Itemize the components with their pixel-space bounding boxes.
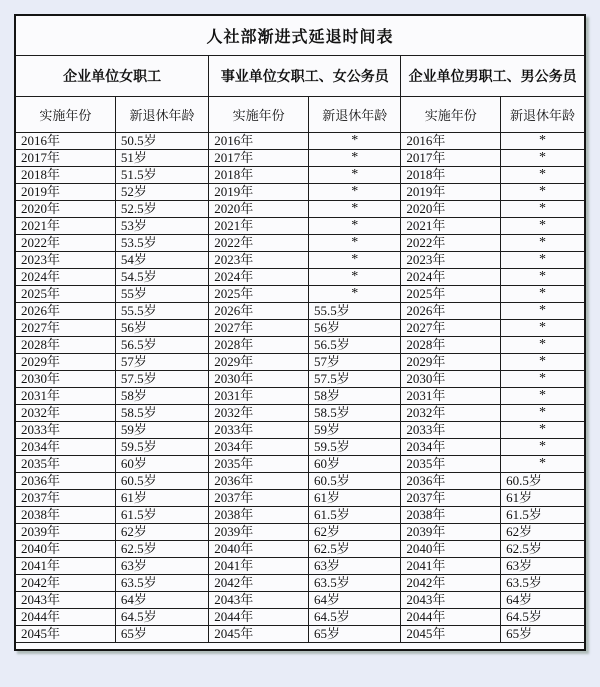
- retirement-age-cell: 62岁: [309, 523, 401, 540]
- implementation-year-cell: 2032年: [15, 404, 115, 421]
- implementation-year-cell: 2037年: [401, 489, 501, 506]
- implementation-year-cell: 2039年: [401, 523, 501, 540]
- implementation-year-cell: 2033年: [401, 421, 501, 438]
- implementation-year-cell: 2043年: [401, 591, 501, 608]
- retirement-age-cell: *: [501, 319, 585, 336]
- table-row: [15, 370, 585, 387]
- retirement-age-cell: 64.5岁: [309, 608, 401, 625]
- implementation-year-cell: 2026年: [209, 302, 309, 319]
- retirement-age-cell: 65岁: [501, 625, 585, 642]
- retirement-schedule-table: [14, 14, 586, 651]
- retirement-age-cell: *: [309, 166, 401, 183]
- implementation-year-cell: 2026年: [401, 302, 501, 319]
- retirement-age-cell: *: [501, 183, 585, 200]
- table-body: [15, 132, 585, 650]
- implementation-year-cell: 2023年: [209, 251, 309, 268]
- implementation-year-cell: 2025年: [15, 285, 115, 302]
- table-row: [15, 489, 585, 506]
- retirement-age-cell: *: [501, 285, 585, 302]
- implementation-year-cell: 2027年: [15, 319, 115, 336]
- implementation-year-cell: 2036年: [401, 472, 501, 489]
- implementation-year-cell: 2028年: [209, 336, 309, 353]
- implementation-year-cell: 2020年: [15, 200, 115, 217]
- retirement-age-cell: 59岁: [115, 421, 208, 438]
- retirement-age-cell: *: [501, 251, 585, 268]
- implementation-year-cell: 2031年: [15, 387, 115, 404]
- retirement-age-cell: 57岁: [309, 353, 401, 370]
- implementation-year-cell: 2044年: [209, 608, 309, 625]
- retirement-age-cell: 61.5岁: [309, 506, 401, 523]
- implementation-year-cell: 2034年: [209, 438, 309, 455]
- table-row: [15, 319, 585, 336]
- implementation-year-cell: 2017年: [15, 149, 115, 166]
- implementation-year-cell: 2032年: [401, 404, 501, 421]
- implementation-year-cell: 2038年: [209, 506, 309, 523]
- implementation-year-cell: 2031年: [401, 387, 501, 404]
- retirement-age-cell: 64岁: [115, 591, 208, 608]
- table-row: [15, 302, 585, 319]
- implementation-year-cell: 2028年: [15, 336, 115, 353]
- retirement-age-cell: *: [309, 251, 401, 268]
- retirement-age-cell: 57岁: [115, 353, 208, 370]
- table-row: [15, 132, 585, 149]
- retirement-age-cell: 61岁: [115, 489, 208, 506]
- table-row: [15, 353, 585, 370]
- implementation-year-cell: 2031年: [209, 387, 309, 404]
- retirement-age-cell: 56岁: [115, 319, 208, 336]
- retirement-age-cell: 62岁: [501, 523, 585, 540]
- implementation-year-cell: 2043年: [15, 591, 115, 608]
- retirement-age-cell: *: [501, 268, 585, 285]
- retirement-age-cell: 59.5岁: [309, 438, 401, 455]
- implementation-year-cell: 2018年: [15, 166, 115, 183]
- table-row: [15, 387, 585, 404]
- table-row: [15, 421, 585, 438]
- table-row: [15, 166, 585, 183]
- table-row: [15, 608, 585, 625]
- table-row: [15, 404, 585, 421]
- implementation-year-cell: 2038年: [401, 506, 501, 523]
- retirement-age-cell: *: [309, 200, 401, 217]
- retirement-age-cell: 63.5岁: [309, 574, 401, 591]
- implementation-year-cell: 2042年: [401, 574, 501, 591]
- retirement-age-cell: 56岁: [309, 319, 401, 336]
- implementation-year-cell: 2023年: [15, 251, 115, 268]
- implementation-year-cell: 2045年: [401, 625, 501, 642]
- retirement-age-cell: *: [501, 336, 585, 353]
- footer-spacer-cell: [15, 642, 585, 650]
- implementation-year-cell: 2036年: [15, 472, 115, 489]
- implementation-year-cell: 2035年: [401, 455, 501, 472]
- implementation-year-cell: 2034年: [401, 438, 501, 455]
- implementation-year-cell: 2035年: [15, 455, 115, 472]
- retirement-age-cell: 54.5岁: [115, 268, 208, 285]
- retirement-age-cell: 63岁: [501, 557, 585, 574]
- table-row: [15, 625, 585, 642]
- subheader-implementation-year: 实施年份: [15, 96, 115, 132]
- implementation-year-cell: 2021年: [401, 217, 501, 234]
- retirement-age-cell: *: [501, 200, 585, 217]
- retirement-age-cell: *: [501, 132, 585, 149]
- retirement-age-cell: 61岁: [309, 489, 401, 506]
- retirement-age-cell: *: [309, 149, 401, 166]
- implementation-year-cell: 2019年: [209, 183, 309, 200]
- retirement-age-cell: 65岁: [115, 625, 208, 642]
- retirement-age-cell: 59岁: [309, 421, 401, 438]
- implementation-year-cell: 2020年: [209, 200, 309, 217]
- retirement-age-cell: 62.5岁: [309, 540, 401, 557]
- footer-spacer-row: [15, 642, 585, 650]
- retirement-age-cell: *: [501, 370, 585, 387]
- implementation-year-cell: 2022年: [401, 234, 501, 251]
- implementation-year-cell: 2029年: [401, 353, 501, 370]
- retirement-age-cell: *: [501, 353, 585, 370]
- retirement-age-cell: *: [501, 421, 585, 438]
- implementation-year-cell: 2033年: [209, 421, 309, 438]
- retirement-age-cell: 64.5岁: [115, 608, 208, 625]
- retirement-age-cell: *: [309, 132, 401, 149]
- subheader-row: [15, 96, 585, 132]
- implementation-year-cell: 2040年: [15, 540, 115, 557]
- retirement-age-cell: 57.5岁: [309, 370, 401, 387]
- implementation-year-cell: 2040年: [401, 540, 501, 557]
- implementation-year-cell: 2030年: [15, 370, 115, 387]
- implementation-year-cell: 2026年: [15, 302, 115, 319]
- retirement-age-cell: 60.5岁: [115, 472, 208, 489]
- title-row: [15, 15, 585, 55]
- retirement-age-cell: 58.5岁: [309, 404, 401, 421]
- implementation-year-cell: 2023年: [401, 251, 501, 268]
- table-title: 人社部渐进式延退时间表: [15, 15, 585, 55]
- retirement-age-cell: 56.5岁: [115, 336, 208, 353]
- group-header-enterprise-male: 企业单位男职工、男公务员: [401, 55, 585, 96]
- retirement-age-cell: 60.5岁: [309, 472, 401, 489]
- retirement-age-cell: 55.5岁: [115, 302, 208, 319]
- implementation-year-cell: 2041年: [401, 557, 501, 574]
- implementation-year-cell: 2018年: [209, 166, 309, 183]
- retirement-age-cell: 55岁: [115, 285, 208, 302]
- subheader-new-retirement-age: 新退休年龄: [501, 96, 585, 132]
- retirement-age-cell: *: [501, 149, 585, 166]
- retirement-age-cell: 62.5岁: [501, 540, 585, 557]
- table-row: [15, 557, 585, 574]
- retirement-age-cell: 52.5岁: [115, 200, 208, 217]
- retirement-age-cell: 63岁: [309, 557, 401, 574]
- retirement-age-cell: 58岁: [115, 387, 208, 404]
- retirement-age-cell: 53岁: [115, 217, 208, 234]
- table-row: [15, 438, 585, 455]
- retirement-age-cell: 59.5岁: [115, 438, 208, 455]
- implementation-year-cell: 2025年: [401, 285, 501, 302]
- implementation-year-cell: 2020年: [401, 200, 501, 217]
- implementation-year-cell: 2016年: [401, 132, 501, 149]
- implementation-year-cell: 2030年: [401, 370, 501, 387]
- implementation-year-cell: 2033年: [15, 421, 115, 438]
- implementation-year-cell: 2021年: [209, 217, 309, 234]
- implementation-year-cell: 2035年: [209, 455, 309, 472]
- implementation-year-cell: 2036年: [209, 472, 309, 489]
- implementation-year-cell: 2018年: [401, 166, 501, 183]
- retirement-age-cell: *: [501, 438, 585, 455]
- implementation-year-cell: 2029年: [209, 353, 309, 370]
- implementation-year-cell: 2032年: [209, 404, 309, 421]
- implementation-year-cell: 2016年: [209, 132, 309, 149]
- retirement-age-cell: 62.5岁: [115, 540, 208, 557]
- implementation-year-cell: 2030年: [209, 370, 309, 387]
- table-row: [15, 455, 585, 472]
- implementation-year-cell: 2022年: [15, 234, 115, 251]
- table-row: [15, 472, 585, 489]
- retirement-age-cell: 60岁: [309, 455, 401, 472]
- retirement-age-cell: 55.5岁: [309, 302, 401, 319]
- table-row: [15, 540, 585, 557]
- retirement-age-cell: 61.5岁: [115, 506, 208, 523]
- retirement-age-cell: *: [501, 455, 585, 472]
- table-row: [15, 149, 585, 166]
- implementation-year-cell: 2024年: [401, 268, 501, 285]
- retirement-age-cell: 57.5岁: [115, 370, 208, 387]
- retirement-age-cell: 61.5岁: [501, 506, 585, 523]
- table-row: [15, 183, 585, 200]
- retirement-age-cell: 54岁: [115, 251, 208, 268]
- table-row: [15, 336, 585, 353]
- retirement-age-cell: 52岁: [115, 183, 208, 200]
- retirement-age-cell: 64岁: [309, 591, 401, 608]
- retirement-age-cell: 63.5岁: [115, 574, 208, 591]
- retirement-age-cell: 58.5岁: [115, 404, 208, 421]
- implementation-year-cell: 2043年: [209, 591, 309, 608]
- retirement-age-cell: 65岁: [309, 625, 401, 642]
- retirement-age-cell: *: [501, 404, 585, 421]
- retirement-age-cell: 56.5岁: [309, 336, 401, 353]
- retirement-age-cell: 50.5岁: [115, 132, 208, 149]
- implementation-year-cell: 2021年: [15, 217, 115, 234]
- implementation-year-cell: 2019年: [401, 183, 501, 200]
- implementation-year-cell: 2041年: [15, 557, 115, 574]
- implementation-year-cell: 2039年: [15, 523, 115, 540]
- retirement-age-cell: *: [309, 183, 401, 200]
- implementation-year-cell: 2038年: [15, 506, 115, 523]
- implementation-year-cell: 2022年: [209, 234, 309, 251]
- retirement-age-cell: 51.5岁: [115, 166, 208, 183]
- implementation-year-cell: 2017年: [209, 149, 309, 166]
- retirement-age-cell: 60.5岁: [501, 472, 585, 489]
- retirement-age-cell: 63.5岁: [501, 574, 585, 591]
- implementation-year-cell: 2017年: [401, 149, 501, 166]
- retirement-age-cell: 63岁: [115, 557, 208, 574]
- implementation-year-cell: 2027年: [401, 319, 501, 336]
- table-row: [15, 506, 585, 523]
- retirement-age-cell: 64岁: [501, 591, 585, 608]
- table-row: [15, 591, 585, 608]
- implementation-year-cell: 2040年: [209, 540, 309, 557]
- retirement-age-cell: *: [309, 268, 401, 285]
- implementation-year-cell: 2045年: [209, 625, 309, 642]
- group-header-institution-female: 事业单位女职工、女公务员: [209, 55, 401, 96]
- implementation-year-cell: 2044年: [401, 608, 501, 625]
- implementation-year-cell: 2041年: [209, 557, 309, 574]
- retirement-age-cell: *: [501, 302, 585, 319]
- implementation-year-cell: 2024年: [15, 268, 115, 285]
- implementation-year-cell: 2025年: [209, 285, 309, 302]
- retirement-age-cell: 61岁: [501, 489, 585, 506]
- retirement-age-cell: *: [501, 166, 585, 183]
- implementation-year-cell: 2016年: [15, 132, 115, 149]
- implementation-year-cell: 2019年: [15, 183, 115, 200]
- implementation-year-cell: 2045年: [15, 625, 115, 642]
- retirement-age-cell: 62岁: [115, 523, 208, 540]
- implementation-year-cell: 2042年: [209, 574, 309, 591]
- retirement-age-cell: *: [309, 234, 401, 251]
- retirement-age-cell: 64.5岁: [501, 608, 585, 625]
- retirement-age-cell: 60岁: [115, 455, 208, 472]
- table-row: [15, 251, 585, 268]
- table-row: [15, 574, 585, 591]
- implementation-year-cell: 2029年: [15, 353, 115, 370]
- implementation-year-cell: 2024年: [209, 268, 309, 285]
- retirement-age-cell: *: [501, 387, 585, 404]
- table-row: [15, 200, 585, 217]
- subheader-implementation-year: 实施年份: [209, 96, 309, 132]
- table-row: [15, 217, 585, 234]
- table-row: [15, 523, 585, 540]
- subheader-new-retirement-age: 新退休年龄: [115, 96, 208, 132]
- table-row: [15, 234, 585, 251]
- subheader-implementation-year: 实施年份: [401, 96, 501, 132]
- implementation-year-cell: 2027年: [209, 319, 309, 336]
- table-row: [15, 268, 585, 285]
- implementation-year-cell: 2037年: [209, 489, 309, 506]
- retirement-age-cell: *: [309, 285, 401, 302]
- retirement-age-cell: 58岁: [309, 387, 401, 404]
- implementation-year-cell: 2037年: [15, 489, 115, 506]
- implementation-year-cell: 2034年: [15, 438, 115, 455]
- implementation-year-cell: 2044年: [15, 608, 115, 625]
- retirement-age-cell: *: [309, 217, 401, 234]
- group-header-row: [15, 55, 585, 96]
- implementation-year-cell: 2042年: [15, 574, 115, 591]
- retirement-age-cell: *: [501, 234, 585, 251]
- retirement-age-cell: 51岁: [115, 149, 208, 166]
- implementation-year-cell: 2039年: [209, 523, 309, 540]
- table-row: [15, 285, 585, 302]
- retirement-age-cell: *: [501, 217, 585, 234]
- group-header-enterprise-female: 企业单位女职工: [15, 55, 209, 96]
- implementation-year-cell: 2028年: [401, 336, 501, 353]
- retirement-age-cell: 53.5岁: [115, 234, 208, 251]
- subheader-new-retirement-age: 新退休年龄: [309, 96, 401, 132]
